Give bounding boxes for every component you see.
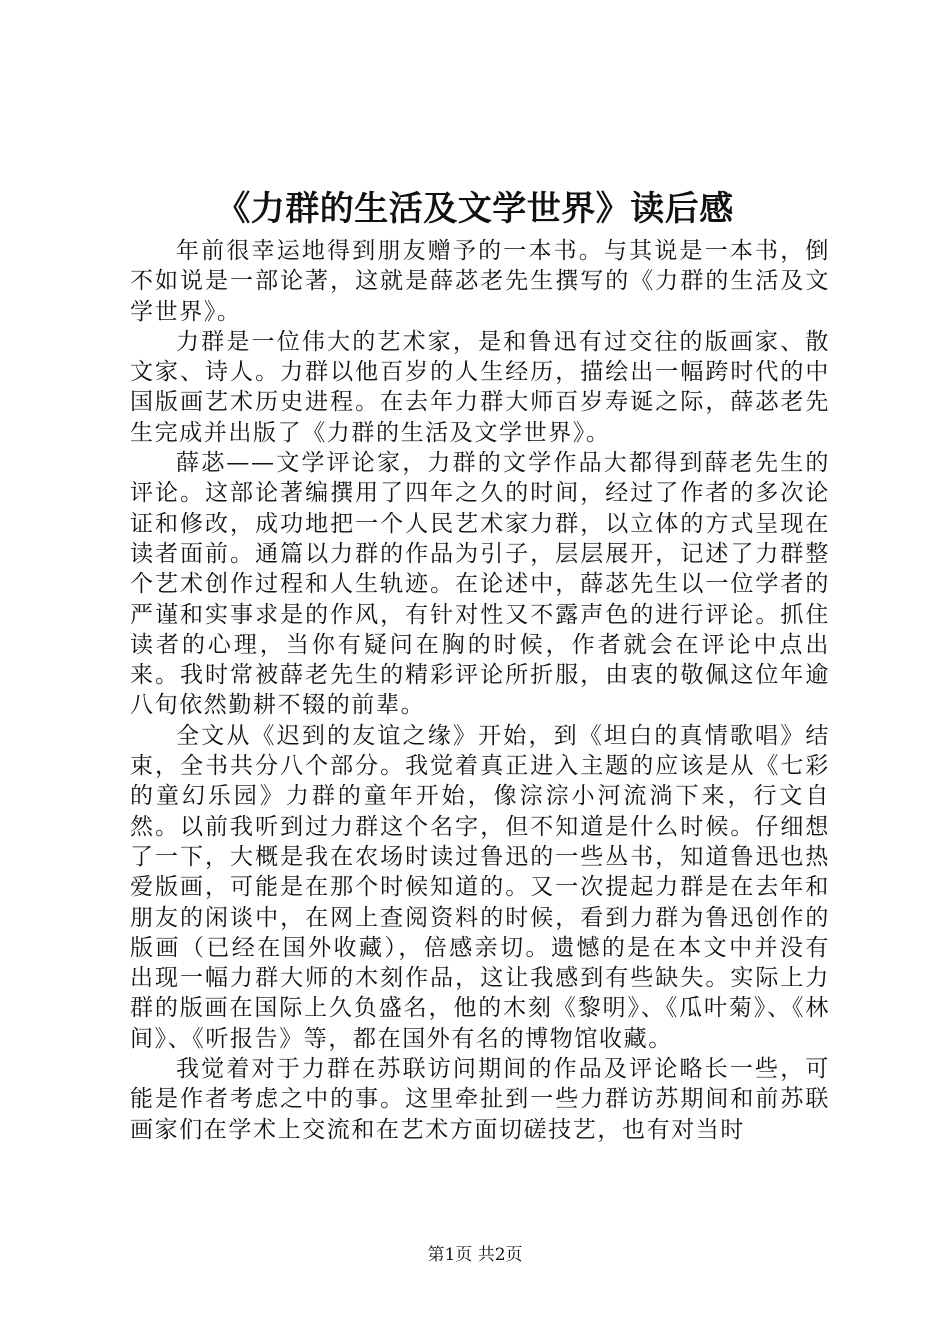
document-title: 《力群的生活及文学世界》读后感 bbox=[216, 189, 734, 229]
paragraph-5: 我觉着对于力群在苏联访问期间的作品及评论略长一些，可能是作者考虑之中的事。这里牵扯到一些力群访苏期间和前苏联画家们在学术上交流和在艺术方面切磋技艺，也有对当时 bbox=[130, 1056, 830, 1143]
paragraph-1: 年前很幸运地得到朋友赠予的一本书。与其说是一本书，倒不如说是一部论著，这就是薛苾老先生撰写的《力群的生活及文学世界》。 bbox=[130, 238, 830, 325]
page-number-footer: 第1页 共2页 bbox=[427, 1245, 523, 1265]
paragraph-3: 薛苾——文学评论家，力群的文学作品大都得到薛老先生的评论。这部论著编撰用了四年之久的时间，经过了作者的多次论证和修改，成功地把一个人民艺术家力群，以立体的方式呈现在读者面前。通篇以力群的作品为引子，层层展开，记述了力群整个艺术创作过程和人生轨迹。在论述中，薛苾先生以一位学者的严谨和实事求是的作风，有针对性又不露声色的进行评论。抓住读者的心理，当你有疑问在胸的时候，作者就会在评论中点出来。我时常被薛老先生的精彩评论所折服，由衷的敬佩这位年逾八旬依然勤耕不辍的前辈。 bbox=[130, 450, 830, 719]
paragraph-2: 力群是一位伟大的艺术家，是和鲁迅有过交往的版画家、散文家、诗人。力群以他百岁的人生经历，描绘出一幅跨时代的中国版画艺术历史进程。在去年力群大师百岁寿诞之际，薛苾老先生完成并出版了《力群的生活及文学世界》。 bbox=[130, 328, 830, 446]
paragraph-4: 全文从《迟到的友谊之缘》开始，到《坦白的真情歌唱》结束，全书共分八个部分。我觉着真正进入主题的应该是从《七彩的童幻乐园》力群的童年开始，像淙淙小河流淌下来，行文自然。以前我听到过力群这个名字，但不知道是什么时候。仔细想了一下，大概是我在农场时读过鲁迅的一些丛书，知道鲁迅也热爱版画，可能是在那个时候知道的。又一次提起力群是在去年和朋友的闲谈中，在网上查阅资料的时候，看到力群为鲁迅创作的版画（已经在国外收藏），倍感亲切。遗憾的是在本文中并没有出现一幅力群大师的木刻作品，这让我感到有些缺失。实际上力群的版画在国际上久负盛名，他的木刻《黎明》、《瓜叶菊》、《林间》、《听报告》等，都在国外有名的博物馆收藏。 bbox=[130, 722, 830, 1052]
document-body bbox=[130, 236, 830, 1145]
